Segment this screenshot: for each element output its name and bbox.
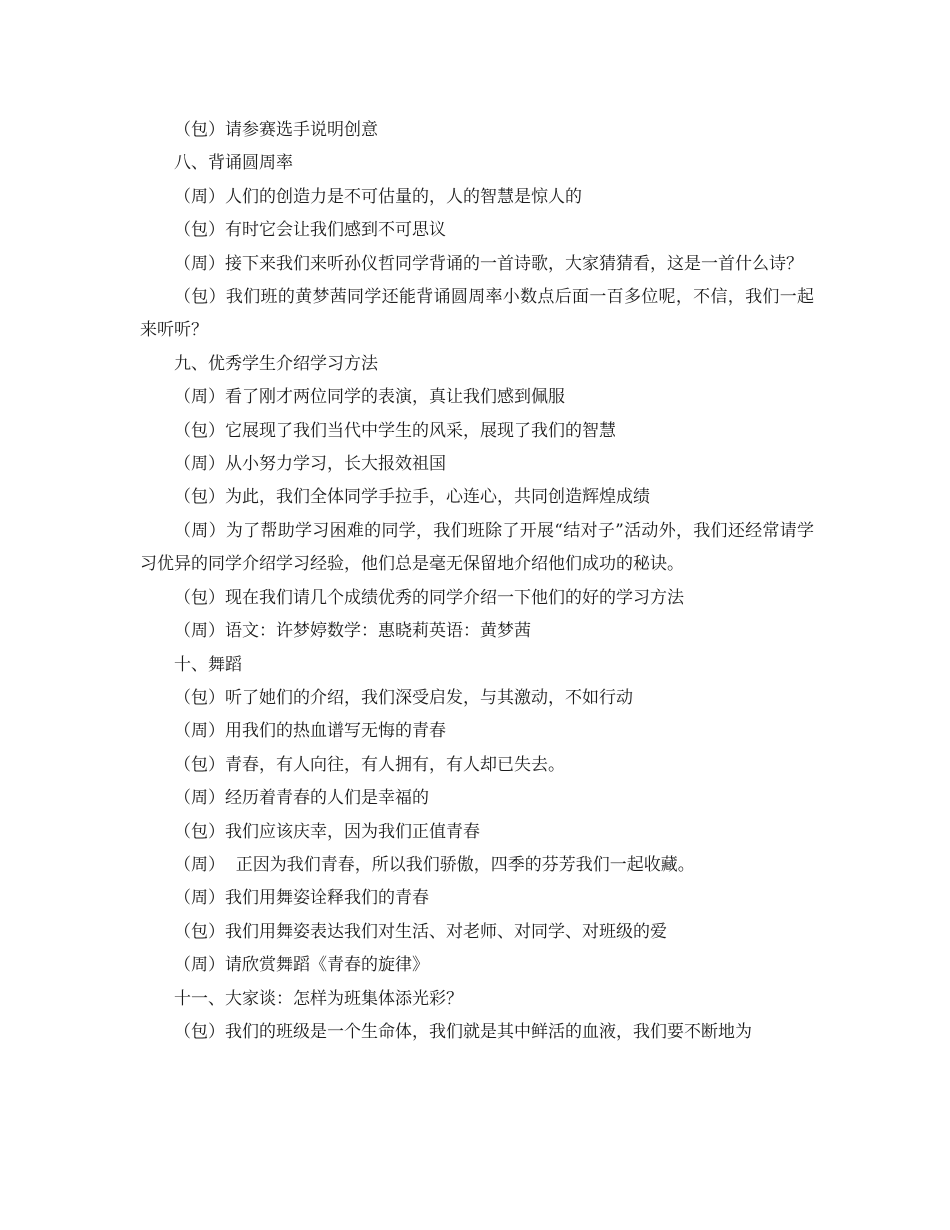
paragraph: （包）请参赛选手说明创意 <box>174 120 378 140</box>
paragraph: （包）为此，我们全体同学手拉手，心连心，共同创造辉煌成绩 <box>174 487 650 508</box>
paragraph: （周） 正因为我们青春，所以我们骄傲，四季的芬芳我们一起收藏。 <box>174 854 695 875</box>
paragraph: （包）我们的班级是一个生命体，我们就是其中鲜活的血液，我们要不断地为 <box>174 1021 752 1042</box>
paragraph: （包）我们班的黄梦茜同学还能背诵圆周率小数点后面一百多位呢，不信，我们一起来听听？ <box>140 287 814 341</box>
paragraph: （包）听了她们的介绍，我们深受启发，与其激动，不如行动 <box>174 687 633 708</box>
section-heading: 九、优秀学生介绍学习方法 <box>174 353 378 374</box>
paragraph: （周）我们用舞姿诠释我们的青春 <box>174 888 429 909</box>
paragraph: （包）青春，有人向往，有人拥有，有人却已失去。 <box>174 754 565 775</box>
paragraph: （周）语文：许梦婷数学：惠晓莉英语：黄梦茜 <box>174 621 531 642</box>
section-heading: 十、舞蹈 <box>174 654 242 675</box>
paragraph: （周）用我们的热血谱写无悔的青春 <box>174 721 446 742</box>
paragraph: （周）请欣赏舞蹈《青春的旋律》 <box>174 955 429 976</box>
paragraph: （包）我们用舞姿表达我们对生活、对老师、对同学、对班级的爱 <box>174 921 667 942</box>
section-heading: 八、背诵圆周率 <box>174 153 293 174</box>
paragraph: （周）从小努力学习，长大报效祖国 <box>174 454 446 475</box>
paragraph: （包）它展现了我们当代中学生的风采，展现了我们的智慧 <box>174 420 616 441</box>
paragraph: （包）有时它会让我们感到不可思议 <box>174 220 446 241</box>
paragraph: （周）人们的创造力是不可估量的，人的智慧是惊人的 <box>174 186 582 207</box>
paragraph: （周）看了刚才两位同学的表演，真让我们感到佩服 <box>174 387 565 408</box>
paragraph: （周）经历着青春的人们是幸福的 <box>174 788 429 809</box>
paragraph: （周）接下来我们来听孙仪哲同学背诵的一首诗歌，大家猜猜看，这是一首什么诗？ <box>174 253 803 274</box>
paragraph: （包）我们应该庆幸，因为我们正值青春 <box>174 821 480 842</box>
section-heading: 十一、大家谈：怎样为班集体添光彩？ <box>174 988 463 1009</box>
document-body <box>140 114 814 1049</box>
paragraph: （周）为了帮助学习困难的同学，我们班除了开展“结对子”活动外，我们还经常请学习优异的同学介绍学习经验，他们总是毫无保留地介绍他们成功的秘诀。 <box>140 520 814 575</box>
paragraph: （包）现在我们请几个成绩优秀的同学介绍一下他们的好的学习方法 <box>174 587 684 608</box>
